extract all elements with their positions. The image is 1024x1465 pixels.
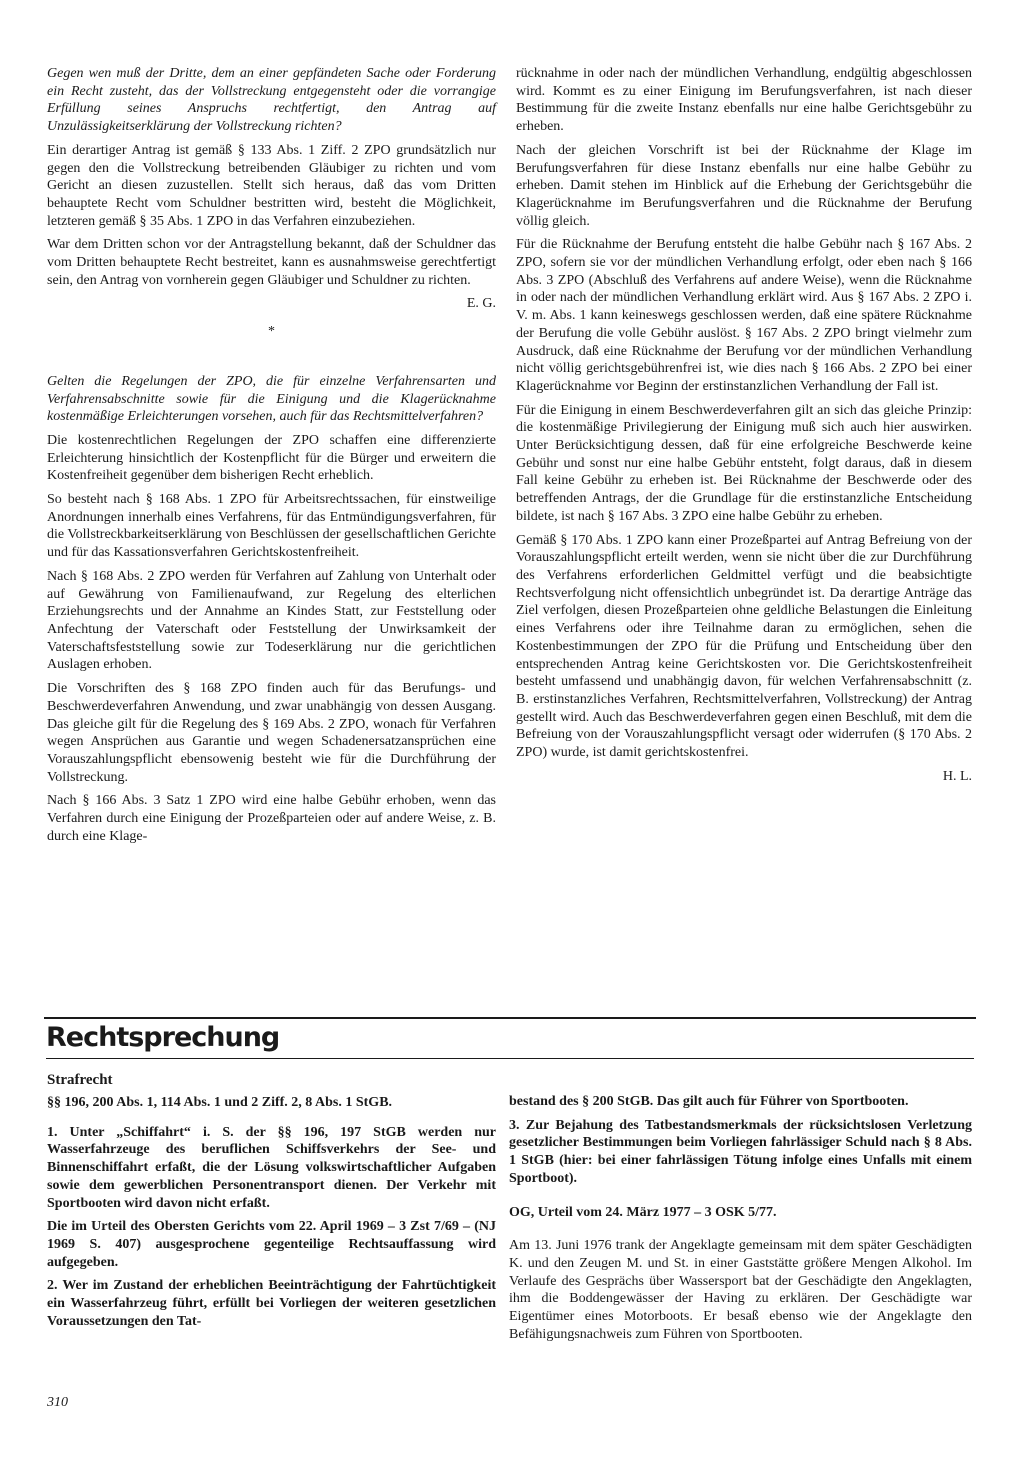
author-initials: E. G. xyxy=(466,296,496,312)
answer-paragraph: War dem Dritten schon vor der Antragstellung bekannt, daß der Schuldner das vom Dritten behauptete Recht bestreitet, kann es ausnahmsweise gerechtfertigt sein, den Antrag von vornherein gegen Gläubiger und Schuldner zu richten. xyxy=(47,237,496,288)
headnote-paragraph: 2. Wer im Zustand der erheblichen Beeinträchtigung der Fahrtüchtigkeit ein Wasserfahrzeug führt, erfüllt bei Vorliegen der weiteren gesetzlichen Voraussetzungen den Tat- xyxy=(47,1278,496,1329)
answer-paragraph: Für die Einigung in einem Beschwerdeverfahren gilt an sich das gleiche Prinzip: die kostenmäßige Privilegierung der Einigung muß sich auch hier auswirken. Unter Berücksichtigung dessen, daß für eine erfolgreiche Beschwerde keine Gebühr und sonst nur eine halbe Gebühr entsteht, folgt daraus, daß in diesem Fall keine Gebühr zu erheben ist. Bei Rücknahme der Beschwerde oder des betreffenden Antrags, der die Grundlage für die erstinstanzliche Entscheidung bildete, ist nach § 167 Abs. 3 ZPO eine halbe Gebühr zu erheben. xyxy=(516,402,972,524)
headnote-paragraph: 3. Zur Bejahung des Tatbestandsmerkmals der rücksichtslosen Verletzung gesetzlicher Bestimmungen beim Vorliegen fahrlässiger Schuld nach § 8 Abs. 1 StGB (hier: bei einer fahrlässigen Tötung infolge eines Unfalls mit einem Sportboot). xyxy=(509,1117,972,1186)
answer-paragraph: rücknahme in oder nach der mündlichen Verhandlung, endgültig abgeschlossen wird. Kommt es zu einer Einigung im Berufungsverfahren, ist nach dieser Bestimmung für die zweite Instanz ebenfalls nur eine halbe Gerichtsgebühr zu erheben. xyxy=(516,66,972,135)
headnote-paragraph: 1. Unter „Schiffahrt“ i. S. der §§ 196, 197 StGB werden nur Wasserfahrzeuge des beruflichen Schiffsverkehrs der See- und Binnenschiffahrt erfaßt, die der Lösung volkswirtschaftlicher Aufgaben sowie dem gewerblichen Personentransport dienen. Der Verkehr mit Sportbooten wird davon nicht erfaßt. xyxy=(47,1124,496,1211)
answer-paragraph: Ein derartiger Antrag ist gemäß § 133 Abs. 1 Ziff. 2 ZPO grundsätzlich nur gegen den die Vollstreckung betreibenden Gläubiger zu richten und vom Gericht an diesen zuzustellen. Stellt sich heraus, daß das vom Dritten behauptete Recht vom Schuldner bestritten wird, besteht die Möglichkeit, letzteren gemäß § 35 Abs. 1 ZPO in das Verfahren einzubeziehen. xyxy=(47,142,496,229)
right-column-top xyxy=(516,65,972,791)
heading-underline xyxy=(46,1058,974,1059)
answer-paragraph: Die kostenrechtlichen Regelungen der ZPO schaffen eine differenzierte Erleichterung hinsichtlich der Kostenpflicht für die Bürger und erweitern die Kostenfreiheit gegenüber dem bisherigen Recht erheblich. xyxy=(47,432,496,484)
court-citation: OG, Urteil vom 24. März 1977 – 3 OSK 5/77. xyxy=(509,1204,777,1220)
question-paragraph: Gegen wen muß der Dritte, dem an einer gepfändeten Sache oder Forderung ein Recht zusteht, das der Vollstreckung entgegensteht oder die vorrangige Erfüllung seines Anspruchs rechtfertigt, den Antrag auf Unzulässigkeitserklärung der Vollstreckung richten? xyxy=(47,66,496,135)
answer-paragraph: Für die Rücknahme der Berufung entsteht die halbe Gebühr nach § 167 Abs. 2 ZPO, sofern sie vor der mündlichen Verhandlung erfolgt, oder eben nach § 166 Abs. 3 ZPO (Abschluß des Verfahrens auf andere Weise), wenn die Rücknahme in oder nach der mündlichen Verhandlung erklärt wird. Aus § 167 Abs. 2 ZPO i. V. m. Abs. 1 kann keineswegs geschlossen werden, daß eine spätere Rücknahme der Berufung die volle Gebühr auslöst. § 167 Abs. 2 ZPO bringt vielmehr zum Ausdruck, daß eine Rücknahme der Berufung vor der mündlichen Verhandlung nicht völlig gerichtsgebührenfrei ist, wie dies nach § 166 Abs. 2 ZPO bei einer Klagerücknahme vor Beginn der erstinstanzlichen Verhandlung der Fall ist. xyxy=(516,237,972,394)
answer-paragraph: Nach der gleichen Vorschrift ist bei der Rücknahme der Klage im Berufungsverfahren für diese Instanz ebenfalls nur eine halbe Gebühr zu erheben. Damit stehen im Hinblick auf die Erhebung der Gerichtsgebühr die Klagerücknahme im Berufungsverfahren und die Rücknahme der Berufung völlig gleich. xyxy=(516,142,972,229)
section-divider xyxy=(44,1017,976,1019)
left-column-bottom xyxy=(47,1094,496,1336)
question-paragraph: Gelten die Regelungen der ZPO, die für einzelne Verfahrensarten und Verfahrensabschnitte sowie für die Einigung und die Klagerücknahme kostenmäßige Erleichterungen vorsehen, auch für das Rechtsmittelverfahren? xyxy=(47,373,496,425)
answer-paragraph: Gemäß § 170 Abs. 1 ZPO kann einer Prozeßpartei auf Antrag Befreiung von der Vorauszahlungspflicht erteilt werden, wenn sie nicht über die zur Durchführung des Verfahrens erforderlichen Geldmittel verfügt und die beabsichtigte Rechtsverfolgung nicht offensichtlich unbegründet ist. Da derartige Anträge das Ziel verfolgen, diesen Prozeßparteien ohne geldliche Belastungen die Einleitung eines Verfahrens oder ihre Teilnahme daran zu ermöglichen, sehen die Kostenbestimmungen der ZPO für die Prüfung und Entscheidung über den entsprechenden Antrag keine Gerichtskosten vor. Die Gerichtskostenfreiheit besteht umfassend und unabhängig davon, für welchen Verfahrensabschnitt (z. B. erstinstanzliches Verfahren, Rechtsmittelverfahren, Vollstreckung) der Antrag gestellt wird. Auch das Beschwerdeverfahren gegen einen Beschluß, mit dem die Befreiung von der Vorauszahlungspflicht versagt oder widerrufen (§ 170 Abs. 2 ZPO) wurde, ist damit gerichtskostenfrei. xyxy=(516,532,972,761)
legal-norms: §§ 196, 200 Abs. 1, 114 Abs. 1 und 2 Ziff. 2, 8 Abs. 1 StGB. xyxy=(47,1095,393,1110)
answer-paragraph: Nach § 168 Abs. 2 ZPO werden für Verfahren auf Zahlung von Unterhalt oder auf Gewährung von Familienaufwand, zur Regelung des elterlichen Erziehungsrechts und der Annahme an Kindes Statt, zur Feststellung oder Anfechtung der Vaterschaft oder Feststellung der Unwirksamkeit der Vaterschaftsfeststellung sowie zur Todeserklärung nur die gerichtlichen Auslagen erhoben. xyxy=(47,568,496,673)
case-facts-paragraph: Am 13. Juni 1976 trank der Angeklagte gemeinsam mit dem später Geschädigten K. und den Zeugen M. und St. in einer Gaststätte größere Mengen Alkohol. Im Verlaufe des Gesprächs über Wassersport bat der Geschädigte den Angeklagten, ihm die Boddengewässer der Having zu erklären. Der Geschädigte war Eigentümer eines Motorboots. Er besaß ebenso wie der Angeklagte den Befähigungsnachweis zum Führen von Sportbooten. xyxy=(509,1238,972,1342)
page-number: 310 xyxy=(47,1395,68,1410)
left-column-top xyxy=(47,65,496,851)
answer-paragraph: Nach § 166 Abs. 3 Satz 1 ZPO wird eine halbe Gebühr erhoben, wenn das Verfahren durch eine Einigung der Prozeßparteien oder auf andere Weise, z. B. durch eine Klage- xyxy=(47,793,496,844)
author-initials: H. L. xyxy=(942,768,972,784)
right-column-bottom xyxy=(509,1093,972,1349)
headnote-paragraph: Die im Urteil des Obersten Gerichts vom 22. April 1969 – 3 Zst 7/69 – (NJ 1969 S. 407) ausgesprochene gegenteilige Rechtsauffassung wird aufgegeben. xyxy=(47,1219,496,1270)
answer-paragraph: Die Vorschriften des § 168 ZPO finden auch für das Berufungs- und Beschwerdeverfahren Anwendung, und zwar unabhängig von dessen Ausgang. Das gleiche gilt für die Regelung des § 169 Abs. 2 ZPO, wonach für Verfahren wegen Ansprüchen aus Garantie und wegen Schadenersatzansprüchen eine Vorauszahlungspflicht ebensowenig besteht wie für die Durchführung der Vollstreckung. xyxy=(47,681,496,785)
section-heading: Rechtsprechung xyxy=(46,1022,280,1053)
asterisk-separator: * xyxy=(268,324,275,340)
answer-paragraph: So besteht nach § 168 Abs. 1 ZPO für Arbeitsrechtssachen, für einstweilige Anordnungen innerhalb eines Verfahrens, für das Entmündigungsverfahren, für die Vollstreckbarkeitserklärung von Beschlüssen der gesellschaftlichen Gerichte und für das Kassationsverfahren Gerichtskostenfreiheit. xyxy=(47,492,496,561)
subsection-title: Strafrecht xyxy=(47,1072,113,1088)
headnote-paragraph: bestand des § 200 StGB. Das gilt auch für Führer von Sportbooten. xyxy=(509,1094,909,1109)
